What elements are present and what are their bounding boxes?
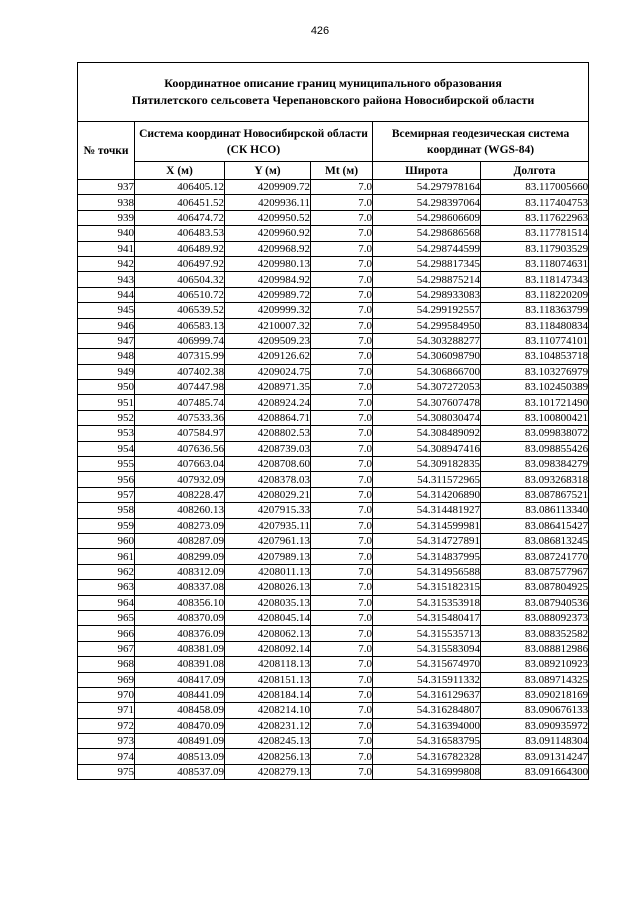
cell-y: 4207961.13 [225, 533, 311, 548]
cell-latitude: 54.298397064 [373, 195, 481, 210]
cell-latitude: 54.299584950 [373, 318, 481, 333]
cell-mt: 7.0 [311, 226, 373, 241]
cell-x: 408376.09 [135, 626, 225, 641]
cell-y: 4208378.03 [225, 472, 311, 487]
cell-longitude: 83.110774101 [481, 333, 589, 348]
cell-point-number: 966 [78, 626, 135, 641]
cell-mt: 7.0 [311, 518, 373, 533]
cell-x: 406489.92 [135, 241, 225, 256]
cell-x: 406405.12 [135, 180, 225, 195]
table-row [78, 410, 589, 425]
table-row [78, 318, 589, 333]
cell-y: 4208971.35 [225, 380, 311, 395]
cell-mt: 7.0 [311, 349, 373, 364]
cell-latitude: 54.299192557 [373, 303, 481, 318]
cell-longitude: 83.088352582 [481, 626, 589, 641]
cell-longitude: 83.087241770 [481, 549, 589, 564]
cell-mt: 7.0 [311, 595, 373, 610]
cell-y: 4208708.60 [225, 457, 311, 472]
cell-longitude: 83.091664300 [481, 764, 589, 779]
table-row [78, 518, 589, 533]
cell-y: 4209980.13 [225, 256, 311, 271]
cell-point-number: 950 [78, 380, 135, 395]
table-row [78, 333, 589, 348]
cell-mt: 7.0 [311, 764, 373, 779]
cell-latitude: 54.315583094 [373, 641, 481, 656]
cell-latitude: 54.315674970 [373, 657, 481, 672]
cell-longitude: 83.088092373 [481, 610, 589, 625]
cell-point-number: 964 [78, 595, 135, 610]
cell-y: 4208214.10 [225, 703, 311, 718]
table-row [78, 472, 589, 487]
cell-longitude: 83.089714325 [481, 672, 589, 687]
cell-y: 4208029.21 [225, 487, 311, 502]
cell-point-number: 951 [78, 395, 135, 410]
cell-latitude: 54.314599981 [373, 518, 481, 533]
cell-y: 4209999.32 [225, 303, 311, 318]
cell-mt: 7.0 [311, 272, 373, 287]
cell-x: 406451.52 [135, 195, 225, 210]
cell-point-number: 963 [78, 580, 135, 595]
cell-longitude: 83.117622963 [481, 210, 589, 225]
table-row [78, 564, 589, 579]
cell-y: 4209024.75 [225, 364, 311, 379]
cell-y: 4208026.13 [225, 580, 311, 595]
cell-latitude: 54.298933083 [373, 287, 481, 302]
table-row [78, 349, 589, 364]
cell-longitude: 83.099838072 [481, 426, 589, 441]
table-row [78, 734, 589, 749]
cell-longitude: 83.088812986 [481, 641, 589, 656]
table-row [78, 764, 589, 779]
cell-x: 407663.04 [135, 457, 225, 472]
cell-latitude: 54.298606609 [373, 210, 481, 225]
header-latitude: Широта [373, 162, 481, 180]
table-title [78, 63, 589, 122]
cell-longitude: 83.118074631 [481, 256, 589, 271]
cell-mt: 7.0 [311, 503, 373, 518]
cell-x: 408391.08 [135, 657, 225, 672]
cell-latitude: 54.306866700 [373, 364, 481, 379]
table-row [78, 226, 589, 241]
cell-point-number: 960 [78, 533, 135, 548]
cell-longitude: 83.117404753 [481, 195, 589, 210]
cell-longitude: 83.086113340 [481, 503, 589, 518]
cell-x: 407584.97 [135, 426, 225, 441]
cell-y: 4208011.13 [225, 564, 311, 579]
cell-mt: 7.0 [311, 487, 373, 502]
cell-mt: 7.0 [311, 472, 373, 487]
cell-mt: 7.0 [311, 580, 373, 595]
cell-longitude: 83.117903529 [481, 241, 589, 256]
cell-latitude: 54.307272053 [373, 380, 481, 395]
cell-x: 406510.72 [135, 287, 225, 302]
table-row [78, 287, 589, 302]
cell-point-number: 967 [78, 641, 135, 656]
table-row [78, 426, 589, 441]
cell-latitude: 54.315911332 [373, 672, 481, 687]
cell-y: 4209989.72 [225, 287, 311, 302]
cell-latitude: 54.315353918 [373, 595, 481, 610]
cell-y: 4209960.92 [225, 226, 311, 241]
cell-mt: 7.0 [311, 287, 373, 302]
cell-point-number: 947 [78, 333, 135, 348]
cell-y: 4208924.24 [225, 395, 311, 410]
table-row [78, 395, 589, 410]
cell-point-number: 961 [78, 549, 135, 564]
cell-longitude: 83.103276979 [481, 364, 589, 379]
table-row [78, 195, 589, 210]
cell-latitude: 54.298875214 [373, 272, 481, 287]
cell-point-number: 941 [78, 241, 135, 256]
cell-mt: 7.0 [311, 718, 373, 733]
cell-point-number: 974 [78, 749, 135, 764]
cell-y: 4209909.72 [225, 180, 311, 195]
cell-point-number: 971 [78, 703, 135, 718]
cell-mt: 7.0 [311, 441, 373, 456]
cell-latitude: 54.314837995 [373, 549, 481, 564]
cell-mt: 7.0 [311, 610, 373, 625]
cell-y: 4208231.12 [225, 718, 311, 733]
cell-x: 407636.56 [135, 441, 225, 456]
table-row [78, 380, 589, 395]
cell-mt: 7.0 [311, 549, 373, 564]
cell-longitude: 83.118363799 [481, 303, 589, 318]
cell-mt: 7.0 [311, 180, 373, 195]
cell-point-number: 969 [78, 672, 135, 687]
cell-y: 4208092.14 [225, 641, 311, 656]
cell-mt: 7.0 [311, 749, 373, 764]
cell-point-number: 954 [78, 441, 135, 456]
table-title-line2: Пятилетского сельсовета Черепановского района Новосибирской области [131, 93, 535, 107]
cell-longitude: 83.102450389 [481, 380, 589, 395]
cell-x: 407932.09 [135, 472, 225, 487]
cell-y: 4209968.92 [225, 241, 311, 256]
table-row [78, 180, 589, 195]
cell-y: 4207935.11 [225, 518, 311, 533]
cell-point-number: 952 [78, 410, 135, 425]
cell-mt: 7.0 [311, 364, 373, 379]
cell-latitude: 54.316999808 [373, 764, 481, 779]
table-row [78, 210, 589, 225]
table-row [78, 580, 589, 595]
cell-latitude: 54.309182835 [373, 457, 481, 472]
cell-mt: 7.0 [311, 426, 373, 441]
cell-latitude: 54.316782328 [373, 749, 481, 764]
cell-mt: 7.0 [311, 210, 373, 225]
cell-point-number: 958 [78, 503, 135, 518]
cell-point-number: 955 [78, 457, 135, 472]
cell-point-number: 948 [78, 349, 135, 364]
cell-y: 4208802.53 [225, 426, 311, 441]
table-row [78, 610, 589, 625]
cell-latitude: 54.308947416 [373, 441, 481, 456]
cell-latitude: 54.314206890 [373, 487, 481, 502]
cell-mt: 7.0 [311, 564, 373, 579]
cell-y: 4208739.03 [225, 441, 311, 456]
table-row [78, 487, 589, 502]
cell-latitude: 54.314481927 [373, 503, 481, 518]
cell-point-number: 937 [78, 180, 135, 195]
cell-longitude: 83.090676133 [481, 703, 589, 718]
cell-mt: 7.0 [311, 457, 373, 472]
cell-longitude: 83.087804925 [481, 580, 589, 595]
cell-latitude: 54.303288277 [373, 333, 481, 348]
table-row [78, 533, 589, 548]
cell-longitude: 83.101721490 [481, 395, 589, 410]
cell-longitude: 83.091314247 [481, 749, 589, 764]
cell-point-number: 945 [78, 303, 135, 318]
header-wgs-system: Всемирная геодезическая система координат (WGS-84) [373, 122, 589, 162]
cell-y: 4207989.13 [225, 549, 311, 564]
cell-latitude: 54.315182315 [373, 580, 481, 595]
cell-longitude: 83.086415427 [481, 518, 589, 533]
cell-latitude: 54.307607478 [373, 395, 481, 410]
cell-mt: 7.0 [311, 318, 373, 333]
cell-point-number: 973 [78, 734, 135, 749]
cell-y: 4209950.52 [225, 210, 311, 225]
cell-longitude: 83.104853718 [481, 349, 589, 364]
header-local-system: Система координат Новосибирской области (СК НСО) [135, 122, 373, 162]
cell-longitude: 83.090218169 [481, 687, 589, 702]
table-row [78, 641, 589, 656]
cell-latitude: 54.316129637 [373, 687, 481, 702]
cell-longitude: 83.098855426 [481, 441, 589, 456]
cell-latitude: 54.316583795 [373, 734, 481, 749]
table-row [78, 672, 589, 687]
cell-latitude: 54.308030474 [373, 410, 481, 425]
cell-latitude: 54.316284807 [373, 703, 481, 718]
cell-mt: 7.0 [311, 687, 373, 702]
cell-latitude: 54.298744599 [373, 241, 481, 256]
cell-x: 408337.08 [135, 580, 225, 595]
cell-y: 4208256.13 [225, 749, 311, 764]
cell-y: 4208279.13 [225, 764, 311, 779]
cell-x: 406483.53 [135, 226, 225, 241]
cell-point-number: 959 [78, 518, 135, 533]
cell-x: 408287.09 [135, 533, 225, 548]
cell-point-number: 975 [78, 764, 135, 779]
cell-y: 4208245.13 [225, 734, 311, 749]
cell-longitude: 83.117781514 [481, 226, 589, 241]
cell-mt: 7.0 [311, 410, 373, 425]
cell-point-number: 972 [78, 718, 135, 733]
cell-mt: 7.0 [311, 641, 373, 656]
cell-mt: 7.0 [311, 395, 373, 410]
cell-point-number: 956 [78, 472, 135, 487]
table-row [78, 241, 589, 256]
cell-x: 407447.98 [135, 380, 225, 395]
table-row [78, 256, 589, 271]
cell-y: 4208045.14 [225, 610, 311, 625]
cell-x: 408312.09 [135, 564, 225, 579]
cell-latitude: 54.298686568 [373, 226, 481, 241]
cell-x: 406497.92 [135, 256, 225, 271]
coordinate-table [77, 62, 589, 780]
cell-point-number: 942 [78, 256, 135, 271]
cell-point-number: 949 [78, 364, 135, 379]
cell-x: 408381.09 [135, 641, 225, 656]
cell-latitude: 54.297978164 [373, 180, 481, 195]
header-mt: Mt (м) [311, 162, 373, 180]
cell-y: 4208035.13 [225, 595, 311, 610]
cell-y: 4207915.33 [225, 503, 311, 518]
cell-mt: 7.0 [311, 256, 373, 271]
cell-longitude: 83.118220209 [481, 287, 589, 302]
cell-x: 407402.38 [135, 364, 225, 379]
cell-longitude: 83.090935972 [481, 718, 589, 733]
cell-latitude: 54.315480417 [373, 610, 481, 625]
cell-longitude: 83.118147343 [481, 272, 589, 287]
cell-y: 4209509.23 [225, 333, 311, 348]
cell-x: 406474.72 [135, 210, 225, 225]
cell-mt: 7.0 [311, 303, 373, 318]
cell-x: 408260.13 [135, 503, 225, 518]
table-row [78, 687, 589, 702]
cell-y: 4209936.11 [225, 195, 311, 210]
cell-latitude: 54.315535713 [373, 626, 481, 641]
cell-longitude: 83.087867521 [481, 487, 589, 502]
table-row [78, 657, 589, 672]
cell-point-number: 940 [78, 226, 135, 241]
cell-longitude: 83.118480834 [481, 318, 589, 333]
cell-y: 4208118.13 [225, 657, 311, 672]
cell-longitude: 83.086813245 [481, 533, 589, 548]
table-row [78, 272, 589, 287]
table-row [78, 503, 589, 518]
cell-y: 4210007.32 [225, 318, 311, 333]
cell-y: 4208062.13 [225, 626, 311, 641]
cell-x: 408299.09 [135, 549, 225, 564]
cell-mt: 7.0 [311, 533, 373, 548]
table-row [78, 703, 589, 718]
cell-longitude: 83.087577967 [481, 564, 589, 579]
table-row [78, 457, 589, 472]
cell-latitude: 54.298817345 [373, 256, 481, 271]
cell-x: 407315.99 [135, 349, 225, 364]
cell-latitude: 54.316394000 [373, 718, 481, 733]
cell-point-number: 965 [78, 610, 135, 625]
cell-x: 406999.74 [135, 333, 225, 348]
cell-x: 406504.32 [135, 272, 225, 287]
table-row [78, 718, 589, 733]
cell-mt: 7.0 [311, 703, 373, 718]
cell-mt: 7.0 [311, 380, 373, 395]
cell-longitude: 83.100800421 [481, 410, 589, 425]
cell-latitude: 54.308489092 [373, 426, 481, 441]
cell-mt: 7.0 [311, 672, 373, 687]
cell-point-number: 943 [78, 272, 135, 287]
cell-longitude: 83.091148304 [481, 734, 589, 749]
cell-point-number: 938 [78, 195, 135, 210]
cell-x: 408441.09 [135, 687, 225, 702]
cell-latitude: 54.314727891 [373, 533, 481, 548]
table-row [78, 303, 589, 318]
page-number: 426 [310, 25, 330, 37]
cell-x: 408537.09 [135, 764, 225, 779]
table-row [78, 364, 589, 379]
cell-latitude: 54.306098790 [373, 349, 481, 364]
cell-y: 4208151.13 [225, 672, 311, 687]
cell-y: 4208184.14 [225, 687, 311, 702]
cell-y: 4209126.62 [225, 349, 311, 364]
header-x: X (м) [135, 162, 225, 180]
cell-longitude: 83.087940536 [481, 595, 589, 610]
table-title-line1: Координатное описание границ муниципального образования [164, 76, 502, 90]
table-row [78, 595, 589, 610]
cell-x: 408370.09 [135, 610, 225, 625]
cell-point-number: 968 [78, 657, 135, 672]
cell-x: 408356.10 [135, 595, 225, 610]
cell-x: 408228.47 [135, 487, 225, 502]
cell-mt: 7.0 [311, 734, 373, 749]
cell-point-number: 953 [78, 426, 135, 441]
cell-latitude: 54.311572965 [373, 472, 481, 487]
cell-x: 408458.09 [135, 703, 225, 718]
cell-latitude: 54.314956588 [373, 564, 481, 579]
cell-x: 408470.09 [135, 718, 225, 733]
table-row [78, 626, 589, 641]
table-body [78, 180, 589, 780]
cell-mt: 7.0 [311, 333, 373, 348]
cell-point-number: 962 [78, 564, 135, 579]
cell-x: 408513.09 [135, 749, 225, 764]
cell-point-number: 939 [78, 210, 135, 225]
table-row [78, 549, 589, 564]
header-longitude: Долгота [481, 162, 589, 180]
cell-x: 408273.09 [135, 518, 225, 533]
cell-point-number: 944 [78, 287, 135, 302]
cell-point-number: 970 [78, 687, 135, 702]
cell-mt: 7.0 [311, 626, 373, 641]
cell-x: 407533.36 [135, 410, 225, 425]
cell-point-number: 946 [78, 318, 135, 333]
cell-x: 406539.52 [135, 303, 225, 318]
cell-mt: 7.0 [311, 657, 373, 672]
cell-x: 408417.09 [135, 672, 225, 687]
cell-longitude: 83.098384279 [481, 457, 589, 472]
header-point-number: № точки [78, 122, 135, 180]
cell-mt: 7.0 [311, 241, 373, 256]
cell-longitude: 83.117005660 [481, 180, 589, 195]
table-row [78, 441, 589, 456]
cell-point-number: 957 [78, 487, 135, 502]
cell-longitude: 83.093268318 [481, 472, 589, 487]
cell-mt: 7.0 [311, 195, 373, 210]
cell-y: 4209984.92 [225, 272, 311, 287]
cell-x: 406583.13 [135, 318, 225, 333]
cell-x: 407485.74 [135, 395, 225, 410]
cell-x: 408491.09 [135, 734, 225, 749]
cell-y: 4208864.71 [225, 410, 311, 425]
header-y: Y (м) [225, 162, 311, 180]
table-row [78, 749, 589, 764]
cell-longitude: 83.089210923 [481, 657, 589, 672]
